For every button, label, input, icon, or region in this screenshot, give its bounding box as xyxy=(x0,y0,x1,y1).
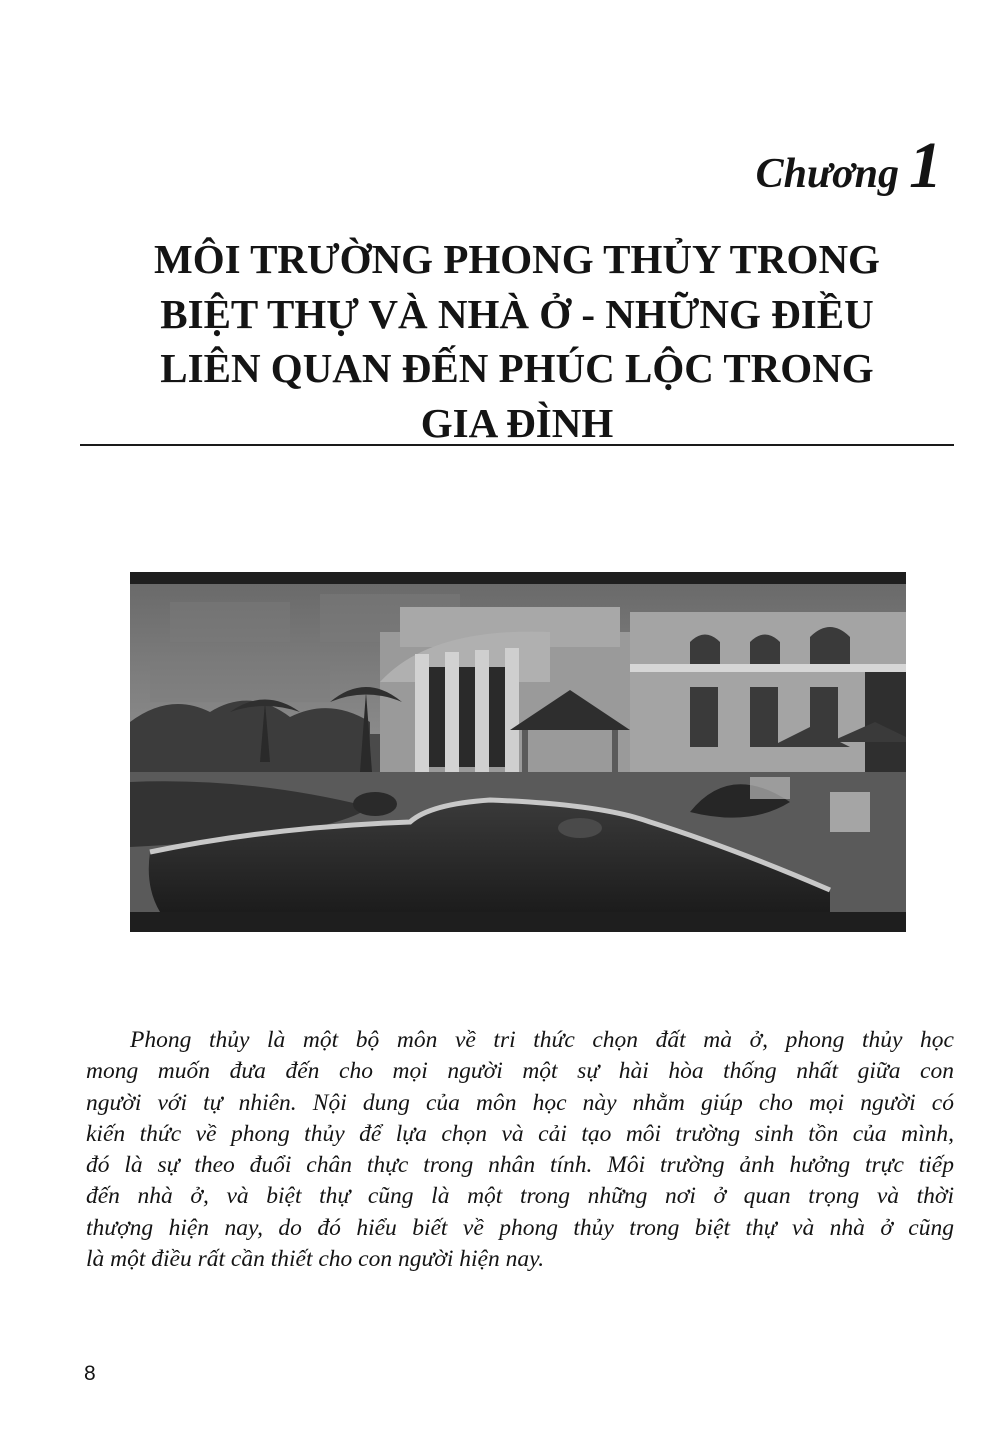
intro-paragraph xyxy=(86,1025,954,1275)
chapter-number: 1 xyxy=(909,129,942,202)
title-divider xyxy=(80,444,954,446)
paragraph-line: mong muốn đưa đến cho mọi người một sự hài hòa thống nhất giữa con xyxy=(86,1058,954,1085)
chapter-title-line: GIA ĐÌNH xyxy=(420,399,614,446)
page-number: 8 xyxy=(84,1362,96,1385)
paragraph-line: đó là sự theo đuổi chân thực trong nhân tính. Môi trường ảnh hưởng trực tiếp xyxy=(86,1152,954,1179)
villa-pool-illustration xyxy=(130,572,906,932)
chapter-title xyxy=(80,232,954,450)
paragraph-line: đến nhà ở, và biệt thự cũng là một trong những nơi ở quan trọng và thời xyxy=(86,1183,954,1210)
paragraph-line: thượng hiện nay, do đó hiểu biết về phong thủy trong biệt thự và nhà ở cũng xyxy=(86,1214,954,1241)
chapter-title-line: BIỆT THỰ VÀ NHÀ Ở - NHỮNG ĐIỀU xyxy=(160,290,874,337)
paragraph-line: Phong thủy là một bộ môn về tri thức chọn đất mà ở, phong thủy học xyxy=(130,1027,954,1053)
chapter-title-line: LIÊN QUAN ĐẾN PHÚC LỘC TRONG xyxy=(160,345,874,391)
paragraph-line: là một điều rất cần thiết cho con người hiện nay. xyxy=(86,1246,545,1273)
chapter-title-line: MÔI TRƯỜNG PHONG THỦY TRONG xyxy=(154,236,880,282)
paragraph-line: người với tự nhiên. Nội dung của môn học này nhằm giúp cho mọi người có xyxy=(86,1089,954,1116)
paragraph-line: kiến thức về phong thủy để lựa chọn và cải tạo môi trường sinh tồn của mình, xyxy=(86,1120,954,1147)
chapter-word: Chương xyxy=(755,151,899,197)
chapter-label xyxy=(756,128,942,204)
villa-pool-photo xyxy=(130,572,906,932)
